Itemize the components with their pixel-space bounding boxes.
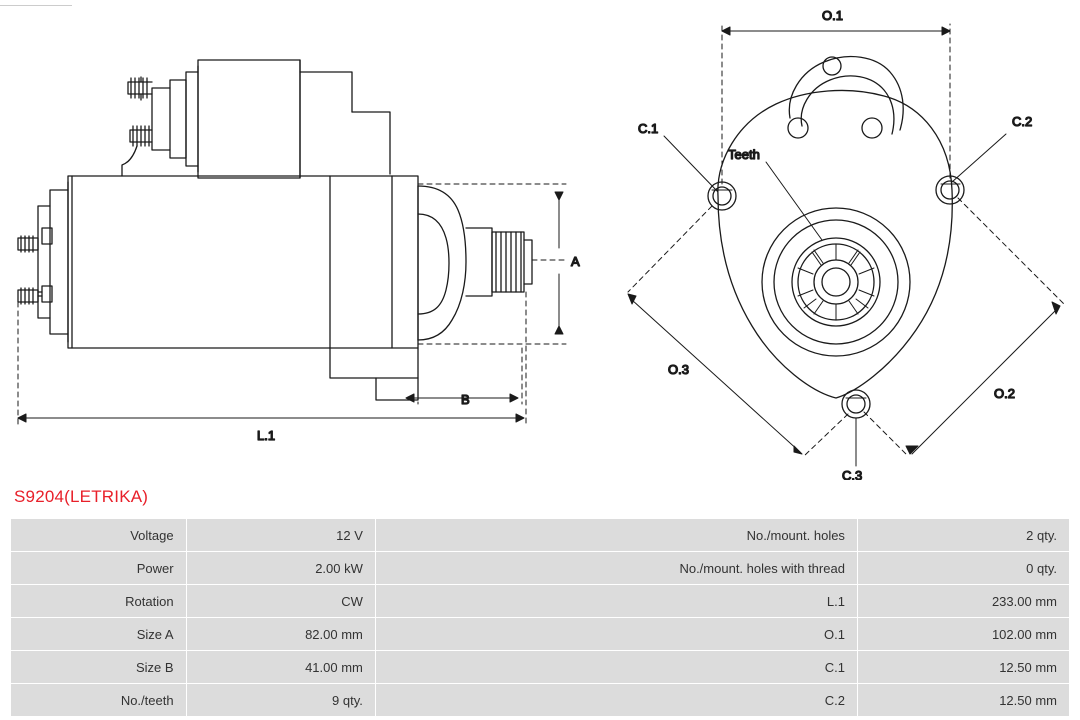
label-size-b: B [461,392,470,407]
table-row [11,585,1070,618]
table-row [11,618,1070,651]
spec-label: Size B [11,651,187,684]
spec-value: CW [186,585,375,618]
spec-label: O.1 [375,618,857,651]
spec-value: 41.00 mm [186,651,375,684]
label-length-l1: L.1 [257,428,276,443]
spec-label: L.1 [375,585,857,618]
label-o2: O.2 [994,386,1015,401]
spec-label: No./mount. holes [375,519,857,552]
table-row [11,519,1070,552]
spec-value: 9 qty. [186,684,375,717]
table-row [11,684,1070,717]
label-o3: O.3 [668,362,689,377]
table-row [11,651,1070,684]
side-view-dimensions [18,184,566,424]
part-code: S9204(LETRIKA) [14,487,149,506]
label-size-a: A [571,254,580,269]
spec-label: Size A [11,618,187,651]
spec-label: No./teeth [11,684,187,717]
label-c3: C.3 [842,468,863,480]
specifications-table [10,518,1070,717]
spec-value: 233.00 mm [857,585,1069,618]
spec-value: 12.50 mm [857,651,1069,684]
starter-side-view [18,60,532,400]
spec-value: 12 V [186,519,375,552]
spec-value: 0 qty. [857,552,1069,585]
spec-value: 2 qty. [857,519,1069,552]
label-c2: C.2 [1012,114,1033,129]
starter-front-view [708,57,964,418]
spec-label: C.2 [375,684,857,717]
spec-label: C.1 [375,651,857,684]
spec-label: Voltage [11,519,187,552]
label-teeth: Teeth [728,147,760,162]
spec-label: No./mount. holes with thread [375,552,857,585]
spec-label: Rotation [11,585,187,618]
spec-value: 82.00 mm [186,618,375,651]
table-row [11,552,1070,585]
spec-value: 102.00 mm [857,618,1069,651]
label-c1: C.1 [638,121,659,136]
spec-value: 2.00 kW [186,552,375,585]
spec-label: Power [11,552,187,585]
spec-value: 12.50 mm [857,684,1069,717]
label-o1: O.1 [822,8,843,23]
